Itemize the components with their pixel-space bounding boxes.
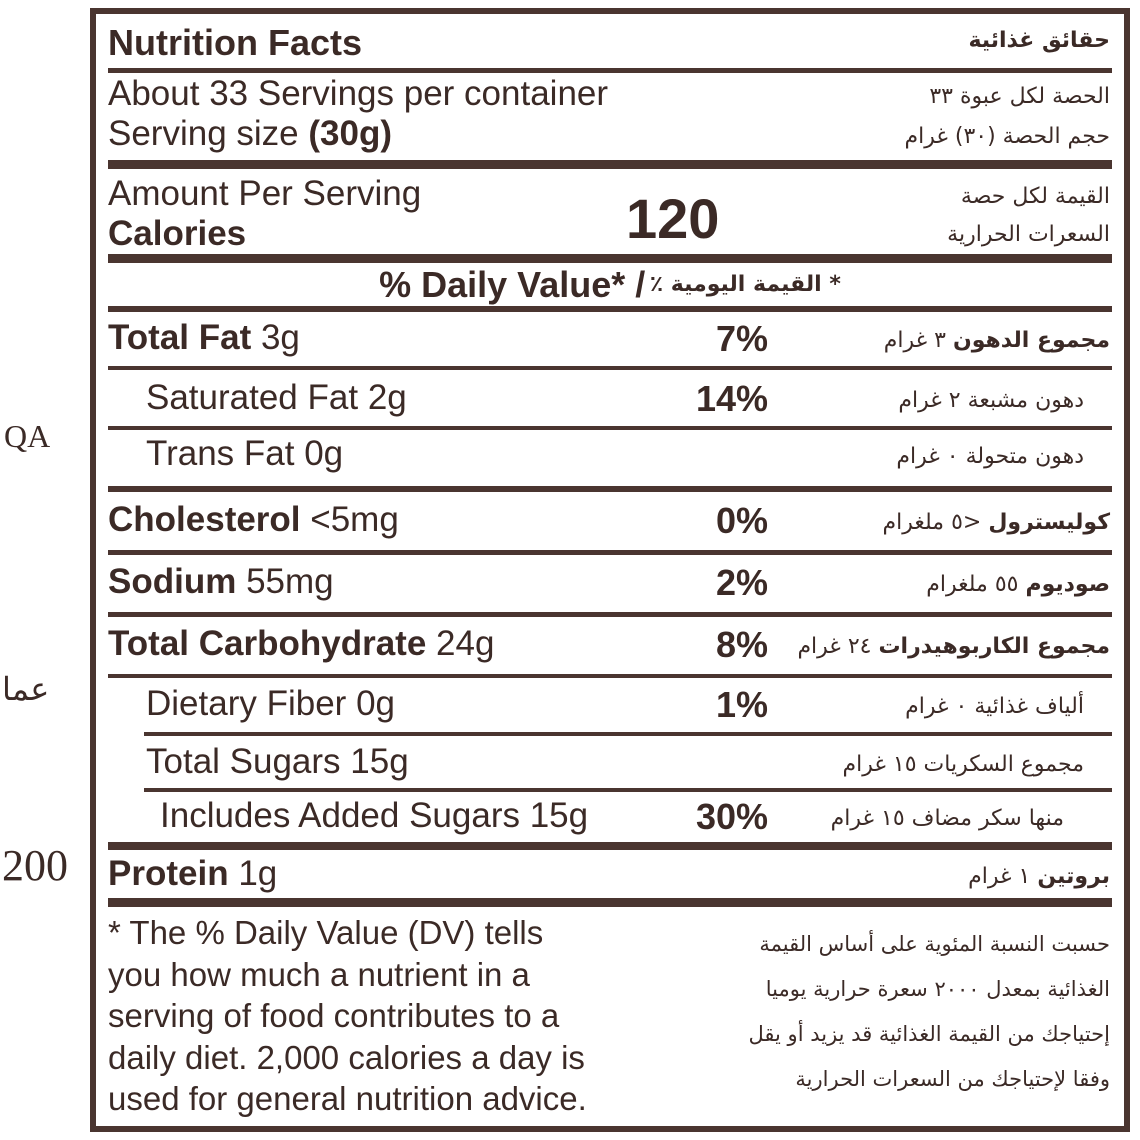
- daily-value-en: % Daily Value* /: [379, 264, 646, 305]
- nutrient-name-ar: دهون مشبعة ٢ غرام: [898, 388, 1084, 413]
- nutrient-name-ar: منها سكر مضاف ١٥ غرام: [830, 806, 1064, 831]
- serving-size-en: [108, 114, 392, 154]
- divider: [108, 306, 1112, 312]
- nutrient-dv: 2%: [715, 562, 768, 603]
- thick-divider: [108, 898, 1112, 907]
- nutrient-dv: 1%: [715, 684, 768, 725]
- daily-value-ar: * القيمة اليومية ٪: [649, 272, 841, 297]
- nutrient-dv: 8%: [715, 624, 768, 665]
- thick-divider: [108, 842, 1112, 850]
- nutrient-name-en: Trans Fat 0g: [146, 434, 344, 473]
- nutrient-dv: 14%: [695, 378, 768, 419]
- nutrient-dv: 30%: [695, 796, 768, 837]
- nutrient-dv: 0%: [715, 500, 768, 541]
- divider: [108, 426, 1112, 430]
- amount-per-serving-ar: القيمة لكل حصة: [960, 184, 1110, 209]
- nutrient-name-ar: دهون متحولة ٠ غرام: [896, 444, 1084, 469]
- nutrient-name-ar: مجموع السكريات ١٥ غرام: [842, 752, 1084, 777]
- servings-per-container-en: About 33 Servings per container: [108, 74, 609, 113]
- nutrient-name-en: Cholesterol <5mg: [108, 500, 399, 539]
- serving-size-value: (30g): [308, 114, 392, 153]
- nutrient-name-en: Protein 1g: [108, 854, 278, 893]
- side-text-200: 200: [2, 841, 68, 890]
- servings-per-container-ar: الحصة لكل عبوة ٣٣: [929, 84, 1110, 109]
- nutrient-name-en: Dietary Fiber 0g: [146, 684, 395, 723]
- amount-per-serving-en: Amount Per Serving: [108, 174, 422, 213]
- divider: [108, 68, 1112, 73]
- nutrient-name-ar: بروتين ١ غرام: [968, 864, 1110, 889]
- side-text-arabic: عما: [2, 671, 50, 707]
- divider: [108, 486, 1112, 492]
- divider: [108, 550, 1112, 555]
- side-text-qa: QA: [4, 418, 51, 454]
- nutrient-name-ar: مجموع الدهون ٣ غرام: [883, 328, 1110, 353]
- divider: [144, 788, 1112, 792]
- divider: [144, 732, 1112, 736]
- nutrient-name-en: Total Sugars 15g: [146, 742, 409, 781]
- title-en: Nutrition Facts: [108, 22, 363, 63]
- nutrient-name-en: Total Fat 3g: [108, 318, 300, 357]
- nutrient-name-ar: كوليسترول <٥ ملغرام: [882, 510, 1110, 535]
- thick-divider: [108, 254, 1112, 263]
- nutrient-name-ar: مجموع الكاربوهيدرات ٢٤ غرام: [797, 634, 1110, 659]
- title-ar: حقائق غذائية: [968, 28, 1110, 53]
- thick-divider: [108, 160, 1112, 169]
- nutrient-name-ar: ألياف غذائية ٠ غرام: [905, 694, 1084, 719]
- divider: [108, 612, 1112, 617]
- divider: [108, 674, 1112, 678]
- calories-label-ar: السعرات الحرارية: [947, 222, 1110, 247]
- divider: [108, 366, 1112, 370]
- nutrient-name-en: Includes Added Sugars 15g: [160, 796, 589, 835]
- calories-value: 120: [626, 187, 720, 250]
- footnote-ar: حسبت النسبة المئوية على أساس القيمة الغذائية بمعدل ٢٠٠٠ سعرة حرارية يوميا إحتياجك من القيمة الغذائية قد يزيد أو يقل وفقا لإحتياجك من السعرات الحرارية: [748, 932, 1110, 1091]
- nutrient-name-en: Sodium 55mg: [108, 562, 334, 601]
- footnote-en: * The % Daily Value (DV) tells you how much a nutrient in a serving of food contributes to a daily diet. 2,000 calories a day is used for general nutrition advice.: [108, 914, 587, 1117]
- nutrient-name-en: Saturated Fat 2g: [146, 378, 407, 417]
- calories-label-en: Calories: [108, 214, 247, 253]
- nutrient-dv: 7%: [715, 318, 768, 359]
- serving-size-label: Serving size: [108, 114, 299, 153]
- daily-value-header: [96, 264, 1124, 306]
- serving-size-ar: حجم الحصة (٣٠) غرام: [904, 124, 1110, 149]
- nutrient-name-ar: صوديوم ٥٥ ملغرام: [926, 572, 1110, 597]
- nutrient-name-en: Total Carbohydrate 24g: [108, 624, 495, 663]
- nutrition-facts-label: [90, 8, 1130, 1132]
